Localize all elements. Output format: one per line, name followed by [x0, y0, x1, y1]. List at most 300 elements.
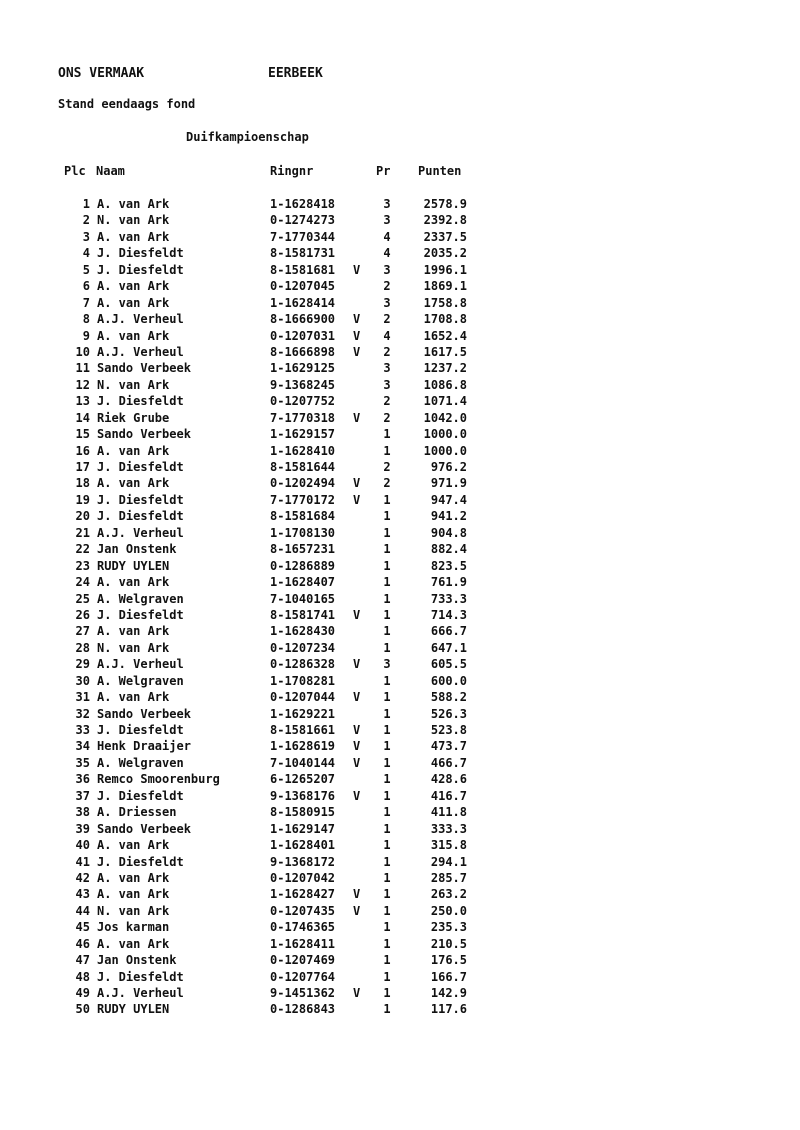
- row-ring-number: 0-1207435: [270, 903, 336, 918]
- table-row: [0, 1001, 800, 1017]
- row-name: A. van Ark: [97, 476, 170, 491]
- row-points: 947.4: [430, 492, 467, 507]
- table-row: [0, 771, 800, 787]
- row-points: 1237.2: [423, 361, 467, 376]
- row-prizes: 1: [383, 509, 391, 524]
- row-place: 32: [75, 706, 90, 721]
- row-name: J. Diesfeldt: [97, 509, 184, 524]
- row-name: A.J. Verheul: [97, 657, 184, 672]
- row-ring-number: 7-1770344: [270, 229, 336, 244]
- row-ring-number: 1-1628619: [270, 739, 336, 754]
- row-place: 6: [82, 279, 90, 294]
- row-ring-number: 0-1207045: [270, 279, 336, 294]
- row-prizes: 3: [383, 197, 391, 211]
- row-v-mark: V: [353, 344, 361, 359]
- row-prizes: 1: [383, 591, 391, 606]
- row-prizes: 2: [383, 460, 391, 474]
- row-place: 20: [75, 509, 90, 524]
- row-ring-number: 6-1265207: [270, 772, 336, 787]
- row-name: N. van Ark: [97, 903, 170, 918]
- row-ring-number: 8-1581684: [270, 509, 336, 524]
- row-prizes: 2: [383, 394, 391, 409]
- table-row: [0, 722, 800, 738]
- row-name: A. van Ark: [97, 197, 170, 211]
- row-name: A. van Ark: [97, 870, 170, 885]
- row-points: 250.0: [430, 903, 467, 918]
- row-points: 605.5: [430, 657, 467, 672]
- row-name: A. van Ark: [97, 887, 170, 902]
- row-v-mark: V: [353, 788, 361, 803]
- row-prizes: 1: [383, 805, 391, 820]
- row-place: 43: [75, 887, 90, 902]
- row-prizes: 1: [383, 788, 391, 803]
- table-row: [0, 969, 800, 985]
- row-prizes: 2: [383, 410, 391, 425]
- row-prizes: 1: [383, 723, 391, 737]
- row-points: 1086.8: [423, 377, 467, 392]
- row-name: J. Diesfeldt: [97, 262, 184, 277]
- row-name: J. Diesfeldt: [97, 788, 184, 803]
- row-points: 142.9: [430, 986, 467, 1000]
- row-ring-number: 1-1629221: [270, 706, 336, 721]
- table-row: [0, 377, 800, 393]
- row-ring-number: 1-1628410: [270, 443, 336, 458]
- column-header-punten: Punten: [418, 164, 462, 178]
- row-place: 9: [82, 328, 90, 343]
- row-points: 941.2: [430, 509, 467, 524]
- row-place: 4: [82, 246, 90, 261]
- table-row: [0, 574, 800, 590]
- row-v-mark: V: [353, 723, 361, 737]
- table-row: [0, 459, 800, 475]
- row-prizes: 1: [383, 821, 391, 836]
- row-points: 600.0: [430, 673, 467, 688]
- row-ring-number: 0-1286843: [270, 1002, 336, 1017]
- row-prizes: 1: [383, 887, 391, 902]
- row-prizes: 3: [383, 262, 391, 277]
- row-place: 49: [75, 986, 90, 1000]
- row-place: 27: [75, 624, 90, 639]
- row-ring-number: 7-1770318: [270, 410, 336, 425]
- row-place: 26: [75, 607, 90, 622]
- row-name: N. van Ark: [97, 377, 170, 392]
- row-prizes: 1: [383, 936, 391, 951]
- column-header-plc: Plc: [64, 164, 86, 178]
- row-points: 714.3: [430, 607, 467, 622]
- row-place: 50: [75, 1002, 90, 1017]
- row-place: 48: [75, 969, 90, 984]
- row-prizes: 1: [383, 969, 391, 984]
- row-name: Sando Verbeek: [97, 361, 191, 376]
- row-prizes: 1: [383, 986, 391, 1000]
- row-name: Henk Draaijer: [97, 739, 191, 754]
- row-place: 11: [75, 361, 90, 376]
- row-place: 35: [75, 755, 90, 770]
- row-place: 29: [75, 657, 90, 672]
- row-place: 1: [82, 197, 90, 211]
- row-v-mark: V: [353, 903, 361, 918]
- row-points: 904.8: [430, 525, 467, 540]
- row-place: 17: [75, 460, 90, 474]
- row-place: 21: [75, 525, 90, 540]
- row-place: 13: [75, 394, 90, 409]
- row-name: J. Diesfeldt: [97, 854, 184, 869]
- row-prizes: 1: [383, 920, 391, 935]
- row-v-mark: V: [353, 607, 361, 622]
- row-place: 47: [75, 953, 90, 968]
- table-row: [0, 689, 800, 705]
- row-name: A. van Ark: [97, 328, 170, 343]
- table-row: [0, 623, 800, 639]
- row-points: 733.3: [430, 591, 467, 606]
- row-prizes: 1: [383, 953, 391, 968]
- row-name: N. van Ark: [97, 640, 170, 655]
- table-row: [0, 706, 800, 722]
- row-place: 44: [75, 903, 90, 918]
- row-place: 31: [75, 690, 90, 705]
- row-name: Remco Smoorenburg: [97, 772, 220, 787]
- row-points: 823.5: [430, 558, 467, 573]
- row-prizes: 1: [383, 640, 391, 655]
- row-v-mark: V: [353, 492, 361, 507]
- row-ring-number: 1-1628414: [270, 295, 336, 310]
- row-ring-number: 0-1207042: [270, 870, 336, 885]
- row-prizes: 3: [383, 295, 391, 310]
- row-place: 25: [75, 591, 90, 606]
- row-place: 15: [75, 427, 90, 442]
- row-place: 10: [75, 344, 90, 359]
- row-prizes: 3: [383, 213, 391, 228]
- table-row: [0, 854, 800, 870]
- row-name: A. van Ark: [97, 443, 170, 458]
- table-row: [0, 541, 800, 557]
- row-name: A. van Ark: [97, 295, 170, 310]
- row-ring-number: 8-1580915: [270, 805, 336, 820]
- row-ring-number: 0-1207469: [270, 953, 336, 968]
- row-points: 428.6: [430, 772, 467, 787]
- row-place: 34: [75, 739, 90, 754]
- table-row: [0, 919, 800, 935]
- results-table: [0, 196, 800, 1018]
- table-row: [0, 196, 800, 212]
- table-row: [0, 886, 800, 902]
- row-points: 176.5: [430, 953, 467, 968]
- row-ring-number: 7-1770172: [270, 492, 336, 507]
- row-place: 2: [82, 213, 90, 228]
- row-name: A.J. Verheul: [97, 344, 184, 359]
- row-place: 33: [75, 723, 90, 737]
- row-place: 42: [75, 870, 90, 885]
- table-row: [0, 903, 800, 919]
- row-prizes: 1: [383, 558, 391, 573]
- row-prizes: 3: [383, 657, 391, 672]
- row-name: Sando Verbeek: [97, 427, 191, 442]
- row-points: 294.1: [430, 854, 467, 869]
- row-points: 882.4: [430, 542, 467, 557]
- table-row: [0, 952, 800, 968]
- row-name: A. Welgraven: [97, 673, 184, 688]
- row-place: 46: [75, 936, 90, 951]
- row-ring-number: 1-1629147: [270, 821, 336, 836]
- row-prizes: 1: [383, 492, 391, 507]
- row-points: 235.3: [430, 920, 467, 935]
- row-name: A. van Ark: [97, 838, 170, 853]
- row-ring-number: 1-1629125: [270, 361, 336, 376]
- row-points: 588.2: [430, 690, 467, 705]
- column-header-ringnr: Ringnr: [270, 164, 314, 178]
- row-v-mark: V: [353, 476, 361, 491]
- row-ring-number: 9-1368172: [270, 854, 336, 869]
- table-row: [0, 443, 800, 459]
- row-v-mark: V: [353, 328, 361, 343]
- row-name: Riek Grube: [97, 410, 170, 425]
- table-row: [0, 426, 800, 442]
- row-ring-number: 8-1581741: [270, 607, 336, 622]
- row-prizes: 4: [383, 246, 391, 261]
- row-name: RUDY UYLEN: [97, 558, 170, 573]
- row-name: Jan Onstenk: [97, 953, 177, 968]
- row-ring-number: 9-1368245: [270, 377, 336, 392]
- table-row: [0, 360, 800, 376]
- row-prizes: 1: [383, 607, 391, 622]
- row-points: 1869.1: [423, 279, 467, 294]
- row-place: 37: [75, 788, 90, 803]
- table-row: [0, 278, 800, 294]
- row-name: Jos karman: [97, 920, 170, 935]
- row-prizes: 1: [383, 772, 391, 787]
- row-prizes: 4: [383, 229, 391, 244]
- table-row: [0, 245, 800, 261]
- table-row: [0, 591, 800, 607]
- row-points: 1617.5: [423, 344, 467, 359]
- row-ring-number: 1-1708130: [270, 525, 336, 540]
- row-ring-number: 9-1451362: [270, 986, 336, 1000]
- row-place: 40: [75, 838, 90, 853]
- row-name: Sando Verbeek: [97, 821, 191, 836]
- row-ring-number: 7-1040165: [270, 591, 336, 606]
- row-place: 36: [75, 772, 90, 787]
- table-row: [0, 656, 800, 672]
- row-points: 263.2: [430, 887, 467, 902]
- row-prizes: 1: [383, 870, 391, 885]
- row-prizes: 2: [383, 344, 391, 359]
- club-name: ONS VERMAAK: [58, 66, 145, 81]
- row-place: 14: [75, 410, 90, 425]
- row-points: 1708.8: [423, 312, 467, 327]
- row-place: 23: [75, 558, 90, 573]
- row-points: 1071.4: [423, 394, 467, 409]
- row-prizes: 2: [383, 312, 391, 327]
- column-header-pr: Pr: [376, 164, 391, 178]
- standings-subtitle: Stand eendaags fond: [58, 97, 196, 111]
- column-header-naam: Naam: [96, 164, 125, 178]
- row-ring-number: 0-1207031: [270, 328, 336, 343]
- row-place: 41: [75, 854, 90, 869]
- row-prizes: 1: [383, 443, 391, 458]
- row-prizes: 1: [383, 903, 391, 918]
- row-points: 117.6: [430, 1002, 467, 1017]
- row-name: J. Diesfeldt: [97, 492, 184, 507]
- row-v-mark: V: [353, 986, 361, 1000]
- row-name: A. van Ark: [97, 575, 170, 590]
- row-prizes: 1: [383, 427, 391, 442]
- table-row: [0, 229, 800, 245]
- row-points: 1000.0: [423, 427, 467, 442]
- row-place: 30: [75, 673, 90, 688]
- row-prizes: 1: [383, 1002, 391, 1017]
- row-place: 3: [82, 229, 90, 244]
- table-row: [0, 607, 800, 623]
- row-ring-number: 1-1629157: [270, 427, 336, 442]
- row-place: 19: [75, 492, 90, 507]
- table-row: [0, 821, 800, 837]
- row-name: A. van Ark: [97, 690, 170, 705]
- row-points: 647.1: [430, 640, 467, 655]
- row-ring-number: 1-1708281: [270, 673, 336, 688]
- row-v-mark: V: [353, 657, 361, 672]
- row-ring-number: 0-1274273: [270, 213, 336, 228]
- row-name: Jan Onstenk: [97, 542, 177, 557]
- club-place: EERBEEK: [268, 66, 323, 81]
- row-points: 1758.8: [423, 295, 467, 310]
- row-prizes: 3: [383, 361, 391, 376]
- row-name: A.J. Verheul: [97, 986, 184, 1000]
- row-name: J. Diesfeldt: [97, 460, 184, 474]
- row-ring-number: 7-1040144: [270, 755, 336, 770]
- row-name: A.J. Verheul: [97, 312, 184, 327]
- row-points: 971.9: [430, 476, 467, 491]
- row-place: 5: [82, 262, 90, 277]
- row-points: 2392.8: [423, 213, 467, 228]
- row-prizes: 1: [383, 706, 391, 721]
- row-place: 7: [82, 295, 90, 310]
- row-name: A. van Ark: [97, 279, 170, 294]
- row-ring-number: 1-1628427: [270, 887, 336, 902]
- row-place: 16: [75, 443, 90, 458]
- table-row: [0, 393, 800, 409]
- row-points: 166.7: [430, 969, 467, 984]
- row-v-mark: V: [353, 410, 361, 425]
- row-prizes: 2: [383, 279, 391, 294]
- row-points: 2035.2: [423, 246, 467, 261]
- row-v-mark: V: [353, 262, 361, 277]
- row-prizes: 1: [383, 755, 391, 770]
- row-place: 8: [82, 312, 90, 327]
- row-points: 333.3: [430, 821, 467, 836]
- row-points: 1996.1: [423, 262, 467, 277]
- table-row: [0, 525, 800, 541]
- row-ring-number: 8-1666898: [270, 344, 336, 359]
- row-ring-number: 0-1286328: [270, 657, 336, 672]
- row-place: 12: [75, 377, 90, 392]
- row-points: 2578.9: [423, 197, 467, 211]
- row-ring-number: 8-1581644: [270, 460, 336, 474]
- row-prizes: 1: [383, 690, 391, 705]
- table-row: [0, 738, 800, 754]
- row-ring-number: 0-1207044: [270, 690, 336, 705]
- row-points: 523.8: [430, 723, 467, 737]
- table-row: [0, 837, 800, 853]
- row-prizes: 1: [383, 542, 391, 557]
- row-points: 466.7: [430, 755, 467, 770]
- table-row: [0, 508, 800, 524]
- table-row: [0, 673, 800, 689]
- table-row: [0, 262, 800, 278]
- row-ring-number: 0-1746365: [270, 920, 336, 935]
- row-points: 315.8: [430, 838, 467, 853]
- row-points: 411.8: [430, 805, 467, 820]
- row-name: J. Diesfeldt: [97, 723, 184, 737]
- row-points: 416.7: [430, 788, 467, 803]
- row-ring-number: 1-1628407: [270, 575, 336, 590]
- table-row: [0, 558, 800, 574]
- row-ring-number: 8-1581731: [270, 246, 336, 261]
- row-prizes: 4: [383, 328, 391, 343]
- row-ring-number: 0-1207764: [270, 969, 336, 984]
- table-row: [0, 212, 800, 228]
- row-prizes: 3: [383, 377, 391, 392]
- row-points: 526.3: [430, 706, 467, 721]
- table-row: [0, 804, 800, 820]
- row-ring-number: 9-1368176: [270, 788, 336, 803]
- table-row: [0, 788, 800, 804]
- row-name: A.J. Verheul: [97, 525, 184, 540]
- table-row: [0, 295, 800, 311]
- row-ring-number: 8-1581681: [270, 262, 336, 277]
- row-name: A. van Ark: [97, 936, 170, 951]
- row-name: RUDY UYLEN: [97, 1002, 170, 1017]
- row-ring-number: 8-1581661: [270, 723, 336, 737]
- row-place: 39: [75, 821, 90, 836]
- row-name: J. Diesfeldt: [97, 394, 184, 409]
- row-prizes: 2: [383, 476, 391, 491]
- row-ring-number: 1-1628430: [270, 624, 336, 639]
- row-prizes: 1: [383, 525, 391, 540]
- row-name: Sando Verbeek: [97, 706, 191, 721]
- row-name: A. Welgraven: [97, 755, 184, 770]
- row-ring-number: 8-1657231: [270, 542, 336, 557]
- row-place: 24: [75, 575, 90, 590]
- row-prizes: 1: [383, 575, 391, 590]
- table-row: [0, 985, 800, 1001]
- row-place: 45: [75, 920, 90, 935]
- table-row: [0, 755, 800, 771]
- row-prizes: 1: [383, 854, 391, 869]
- row-ring-number: 0-1207234: [270, 640, 336, 655]
- table-row: [0, 936, 800, 952]
- table-row: [0, 475, 800, 491]
- row-prizes: 1: [383, 838, 391, 853]
- row-v-mark: V: [353, 312, 361, 327]
- row-name: A. van Ark: [97, 229, 170, 244]
- row-prizes: 1: [383, 739, 391, 754]
- row-points: 976.2: [430, 460, 467, 474]
- table-row: [0, 344, 800, 360]
- row-ring-number: 0-1207752: [270, 394, 336, 409]
- section-title: Duifkampioenschap: [186, 130, 309, 144]
- row-name: A. van Ark: [97, 624, 170, 639]
- row-v-mark: V: [353, 887, 361, 902]
- row-points: 2337.5: [423, 229, 467, 244]
- row-points: 1042.0: [423, 410, 467, 425]
- row-points: 285.7: [430, 870, 467, 885]
- row-name: J. Diesfeldt: [97, 607, 184, 622]
- row-name: N. van Ark: [97, 213, 170, 228]
- row-prizes: 1: [383, 624, 391, 639]
- row-points: 210.5: [430, 936, 467, 951]
- table-row: [0, 410, 800, 426]
- row-name: J. Diesfeldt: [97, 969, 184, 984]
